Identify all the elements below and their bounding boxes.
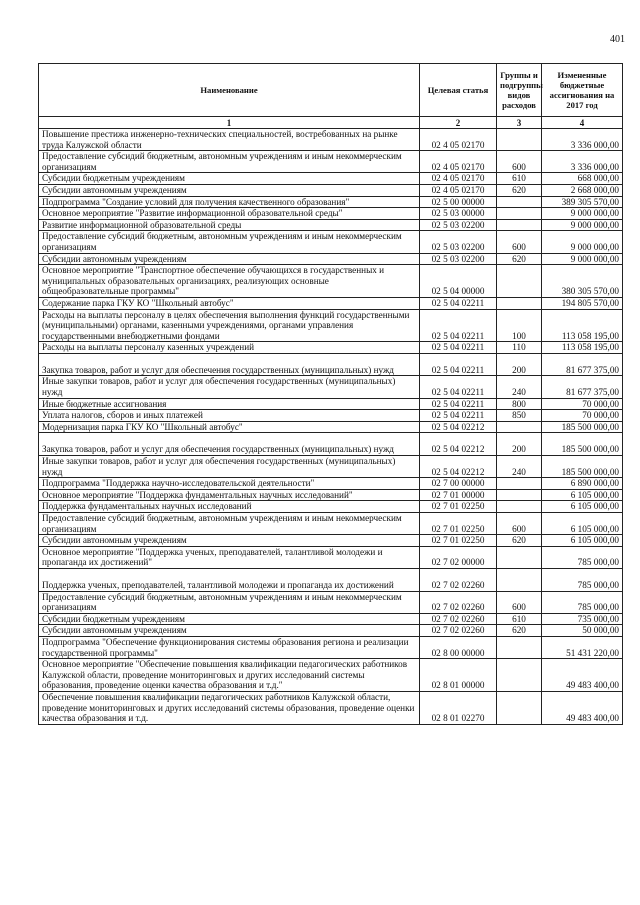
row-group-cell: 600 [497, 231, 542, 253]
row-amount-cell: 113 058 195,00 [542, 309, 623, 342]
table-row [39, 219, 623, 231]
table-row [39, 231, 623, 253]
row-group-cell [497, 265, 542, 298]
row-amount-cell: 50 000,00 [542, 625, 623, 637]
row-name-cell: Повышение престижа инженерно-технических специальностей, востребованных на рынке труда Калужской области [39, 129, 420, 151]
row-code-cell: 02 8 00 00000 [420, 636, 497, 658]
row-amount-cell: 785 000,00 [542, 568, 623, 591]
column-number-1: 1 [39, 117, 420, 129]
row-name-cell: Субсидии автономным учреждениям [39, 184, 420, 196]
table-row [39, 489, 623, 501]
row-code-cell: 02 5 04 02211 [420, 410, 497, 422]
row-name-cell: Предоставление субсидий бюджетным, автономным учреждениям и иным некоммерческим организациям [39, 151, 420, 173]
row-amount-cell: 6 105 000,00 [542, 535, 623, 547]
table-row [39, 546, 623, 568]
table-row [39, 501, 623, 513]
row-group-cell [497, 219, 542, 231]
row-group-cell: 800 [497, 398, 542, 410]
row-name-cell: Субсидии бюджетным учреждениям [39, 173, 420, 185]
row-name-cell: Уплата налогов, сборов и иных платежей [39, 410, 420, 422]
row-name-cell: Иные закупки товаров, работ и услуг для обеспечения государственных (муниципальных) нужд [39, 376, 420, 398]
row-group-cell: 600 [497, 151, 542, 173]
table-row [39, 625, 623, 637]
header-name: Наименование [39, 64, 420, 117]
row-name-cell: Субсидии бюджетным учреждениям [39, 613, 420, 625]
row-code-cell: 02 5 04 02211 [420, 376, 497, 398]
table-row [39, 265, 623, 298]
row-code-cell: 02 7 01 02250 [420, 535, 497, 547]
row-amount-cell: 70 000,00 [542, 410, 623, 422]
row-name-cell: Основное мероприятие "Поддержка ученых, преподавателей, талантливой молодежи и пропаганда их достижений" [39, 546, 420, 568]
table-body [39, 129, 623, 725]
row-group-cell: 600 [497, 591, 542, 613]
row-amount-cell: 785 000,00 [542, 591, 623, 613]
row-code-cell: 02 4 05 02170 [420, 173, 497, 185]
table-row [39, 196, 623, 208]
table-row [39, 398, 623, 410]
header-groups: Группы и подгруппы видов расходов [497, 64, 542, 117]
row-code-cell: 02 4 05 02170 [420, 184, 497, 196]
table-row [39, 353, 623, 376]
row-group-cell: 850 [497, 410, 542, 422]
row-group-cell [497, 478, 542, 490]
budget-table [38, 63, 623, 725]
table-row [39, 208, 623, 220]
table-row [39, 129, 623, 151]
row-code-cell: 02 5 03 02200 [420, 219, 497, 231]
row-name-cell: Субсидии автономным учреждениям [39, 253, 420, 265]
table-row [39, 433, 623, 456]
table-row [39, 151, 623, 173]
row-name-cell: Расходы на выплаты персоналу казенных учреждений [39, 342, 420, 354]
table-row [39, 184, 623, 196]
row-code-cell: 02 7 01 02250 [420, 501, 497, 513]
row-group-cell [497, 546, 542, 568]
row-amount-cell: 49 483 400,00 [542, 659, 623, 692]
row-name-cell: Поддержка ученых, преподавателей, талантливой молодежи и пропаганда их достижений [39, 568, 420, 591]
row-name-cell: Предоставление субсидий бюджетным, автономным учреждениям и иным некоммерческим организациям [39, 591, 420, 613]
row-amount-cell: 6 890 000,00 [542, 478, 623, 490]
row-amount-cell: 6 105 000,00 [542, 489, 623, 501]
row-amount-cell: 113 058 195,00 [542, 342, 623, 354]
row-group-cell: 100 [497, 309, 542, 342]
row-group-cell [497, 501, 542, 513]
page-number: 401 [610, 34, 625, 45]
table-row [39, 456, 623, 478]
table-row [39, 410, 623, 422]
table-row [39, 421, 623, 433]
row-group-cell: 110 [497, 342, 542, 354]
row-name-cell: Основное мероприятие "Транспортное обеспечение обучающихся в государственных и муниципальных образовательных организациях, реализующих основные общеобразовательные программы" [39, 265, 420, 298]
row-amount-cell: 70 000,00 [542, 398, 623, 410]
row-code-cell: 02 5 04 02211 [420, 353, 497, 376]
table-row [39, 591, 623, 613]
row-group-cell [497, 691, 542, 724]
row-group-cell: 610 [497, 613, 542, 625]
row-code-cell: 02 7 02 00000 [420, 546, 497, 568]
row-name-cell: Иные закупки товаров, работ и услуг для обеспечения государственных (муниципальных) нужд [39, 456, 420, 478]
row-name-cell: Содержание парка ГКУ КО "Школьный автобус" [39, 297, 420, 309]
row-code-cell: 02 5 03 02200 [420, 253, 497, 265]
column-number-2: 2 [420, 117, 497, 129]
row-group-cell: 240 [497, 376, 542, 398]
row-code-cell: 02 5 04 02211 [420, 309, 497, 342]
row-group-cell: 200 [497, 353, 542, 376]
row-code-cell: 02 5 04 02212 [420, 456, 497, 478]
row-group-cell: 240 [497, 456, 542, 478]
row-name-cell: Основное мероприятие "Поддержка фундаментальных научных исследований" [39, 489, 420, 501]
row-name-cell: Обеспечение повышения квалификации педагогических работников Калужской области, проведение мониторинговых и других исследований системы образования, проведение оценки качества образования и т.д. [39, 691, 420, 724]
row-group-cell: 200 [497, 433, 542, 456]
row-amount-cell: 49 483 400,00 [542, 691, 623, 724]
row-amount-cell: 735 000,00 [542, 613, 623, 625]
row-group-cell [497, 129, 542, 151]
row-amount-cell: 785 000,00 [542, 546, 623, 568]
table-row [39, 636, 623, 658]
table-row [39, 659, 623, 692]
row-name-cell: Развитие информационной образовательной среды [39, 219, 420, 231]
row-amount-cell: 9 000 000,00 [542, 219, 623, 231]
row-code-cell: 02 5 04 02211 [420, 398, 497, 410]
row-group-cell: 620 [497, 625, 542, 637]
row-amount-cell: 185 500 000,00 [542, 421, 623, 433]
header-amount: Измененные бюджетные ассигнования на 2017 год [542, 64, 623, 117]
header-target: Целевая статья [420, 64, 497, 117]
row-name-cell: Предоставление субсидий бюджетным, автономным учреждениям и иным некоммерческим организациям [39, 513, 420, 535]
row-group-cell [497, 421, 542, 433]
row-amount-cell: 6 105 000,00 [542, 501, 623, 513]
row-code-cell: 02 7 02 02260 [420, 591, 497, 613]
table-row [39, 513, 623, 535]
row-code-cell: 02 5 04 02211 [420, 342, 497, 354]
row-code-cell: 02 5 04 00000 [420, 265, 497, 298]
row-group-cell [497, 297, 542, 309]
row-amount-cell: 389 305 570,00 [542, 196, 623, 208]
row-group-cell [497, 636, 542, 658]
table-row [39, 691, 623, 724]
row-name-cell: Подпрограмма "Создание условий для получения качественного образования" [39, 196, 420, 208]
row-amount-cell: 380 305 570,00 [542, 265, 623, 298]
row-group-cell: 610 [497, 173, 542, 185]
row-group-cell: 600 [497, 513, 542, 535]
row-code-cell: 02 7 01 00000 [420, 489, 497, 501]
table-row [39, 173, 623, 185]
row-amount-cell: 3 336 000,00 [542, 151, 623, 173]
row-code-cell: 02 7 01 02250 [420, 513, 497, 535]
row-amount-cell: 9 000 000,00 [542, 231, 623, 253]
row-name-cell: Субсидии автономным учреждениям [39, 625, 420, 637]
column-number-3: 3 [497, 117, 542, 129]
row-amount-cell: 194 805 570,00 [542, 297, 623, 309]
row-amount-cell: 185 500 000,00 [542, 433, 623, 456]
row-code-cell: 02 8 01 02270 [420, 691, 497, 724]
row-name-cell: Субсидии автономным учреждениям [39, 535, 420, 547]
table-row [39, 309, 623, 342]
row-name-cell: Подпрограмма "Поддержка научно-исследовательской деятельности" [39, 478, 420, 490]
table-row [39, 568, 623, 591]
row-code-cell: 02 7 02 02260 [420, 613, 497, 625]
row-amount-cell: 9 000 000,00 [542, 208, 623, 220]
table-row [39, 613, 623, 625]
table-header [39, 64, 623, 129]
row-amount-cell: 185 500 000,00 [542, 456, 623, 478]
row-amount-cell: 81 677 375,00 [542, 376, 623, 398]
row-name-cell: Предоставление субсидий бюджетным, автономным учреждениям и иным некоммерческим организациям [39, 231, 420, 253]
row-code-cell: 02 7 00 00000 [420, 478, 497, 490]
row-amount-cell: 6 105 000,00 [542, 513, 623, 535]
row-code-cell: 02 5 04 02212 [420, 421, 497, 433]
row-amount-cell: 9 000 000,00 [542, 253, 623, 265]
row-group-cell [497, 568, 542, 591]
row-code-cell: 02 5 03 02200 [420, 231, 497, 253]
row-name-cell: Закупка товаров, работ и услуг для обеспечения государственных (муниципальных) нужд [39, 433, 420, 456]
row-code-cell: 02 4 05 02170 [420, 129, 497, 151]
row-amount-cell: 2 668 000,00 [542, 184, 623, 196]
table-row [39, 376, 623, 398]
row-group-cell [497, 659, 542, 692]
table-row [39, 297, 623, 309]
row-code-cell: 02 7 02 02260 [420, 625, 497, 637]
row-code-cell: 02 5 00 00000 [420, 196, 497, 208]
row-amount-cell: 51 431 220,00 [542, 636, 623, 658]
row-amount-cell: 668 000,00 [542, 173, 623, 185]
row-group-cell [497, 196, 542, 208]
row-group-cell: 620 [497, 535, 542, 547]
row-amount-cell: 81 677 375,00 [542, 353, 623, 376]
row-name-cell: Иные бюджетные ассигнования [39, 398, 420, 410]
table-row [39, 478, 623, 490]
row-group-cell [497, 489, 542, 501]
row-code-cell: 02 7 02 02260 [420, 568, 497, 591]
row-name-cell: Подпрограмма "Обеспечение функционирования системы образования региона и реализации государственной программы" [39, 636, 420, 658]
row-name-cell: Модернизация парка ГКУ КО "Школьный автобус" [39, 421, 420, 433]
row-group-cell: 620 [497, 184, 542, 196]
row-code-cell: 02 8 01 00000 [420, 659, 497, 692]
row-name-cell: Закупка товаров, работ и услуг для обеспечения государственных (муниципальных) нужд [39, 353, 420, 376]
row-code-cell: 02 5 03 00000 [420, 208, 497, 220]
row-name-cell: Поддержка фундаментальных научных исследований [39, 501, 420, 513]
row-code-cell: 02 5 04 02212 [420, 433, 497, 456]
row-name-cell: Основное мероприятие "Развитие информационной образовательной среды" [39, 208, 420, 220]
row-code-cell: 02 4 05 02170 [420, 151, 497, 173]
table-row [39, 342, 623, 354]
table-row [39, 253, 623, 265]
row-name-cell: Основное мероприятие "Обеспечение повышения квалификации педагогических работников Калужской области, проведение мониторинговых и других исследований системы образования, проведение оценки качества образования и т.д." [39, 659, 420, 692]
row-name-cell: Расходы на выплаты персоналу в целях обеспечения выполнения функций государственными (муниципальными) органами, казенными учреждениями, органами управления государственными внебюджетными фондами [39, 309, 420, 342]
column-number-4: 4 [542, 117, 623, 129]
row-group-cell: 620 [497, 253, 542, 265]
row-amount-cell: 3 336 000,00 [542, 129, 623, 151]
row-group-cell [497, 208, 542, 220]
row-code-cell: 02 5 04 02211 [420, 297, 497, 309]
table-row [39, 535, 623, 547]
